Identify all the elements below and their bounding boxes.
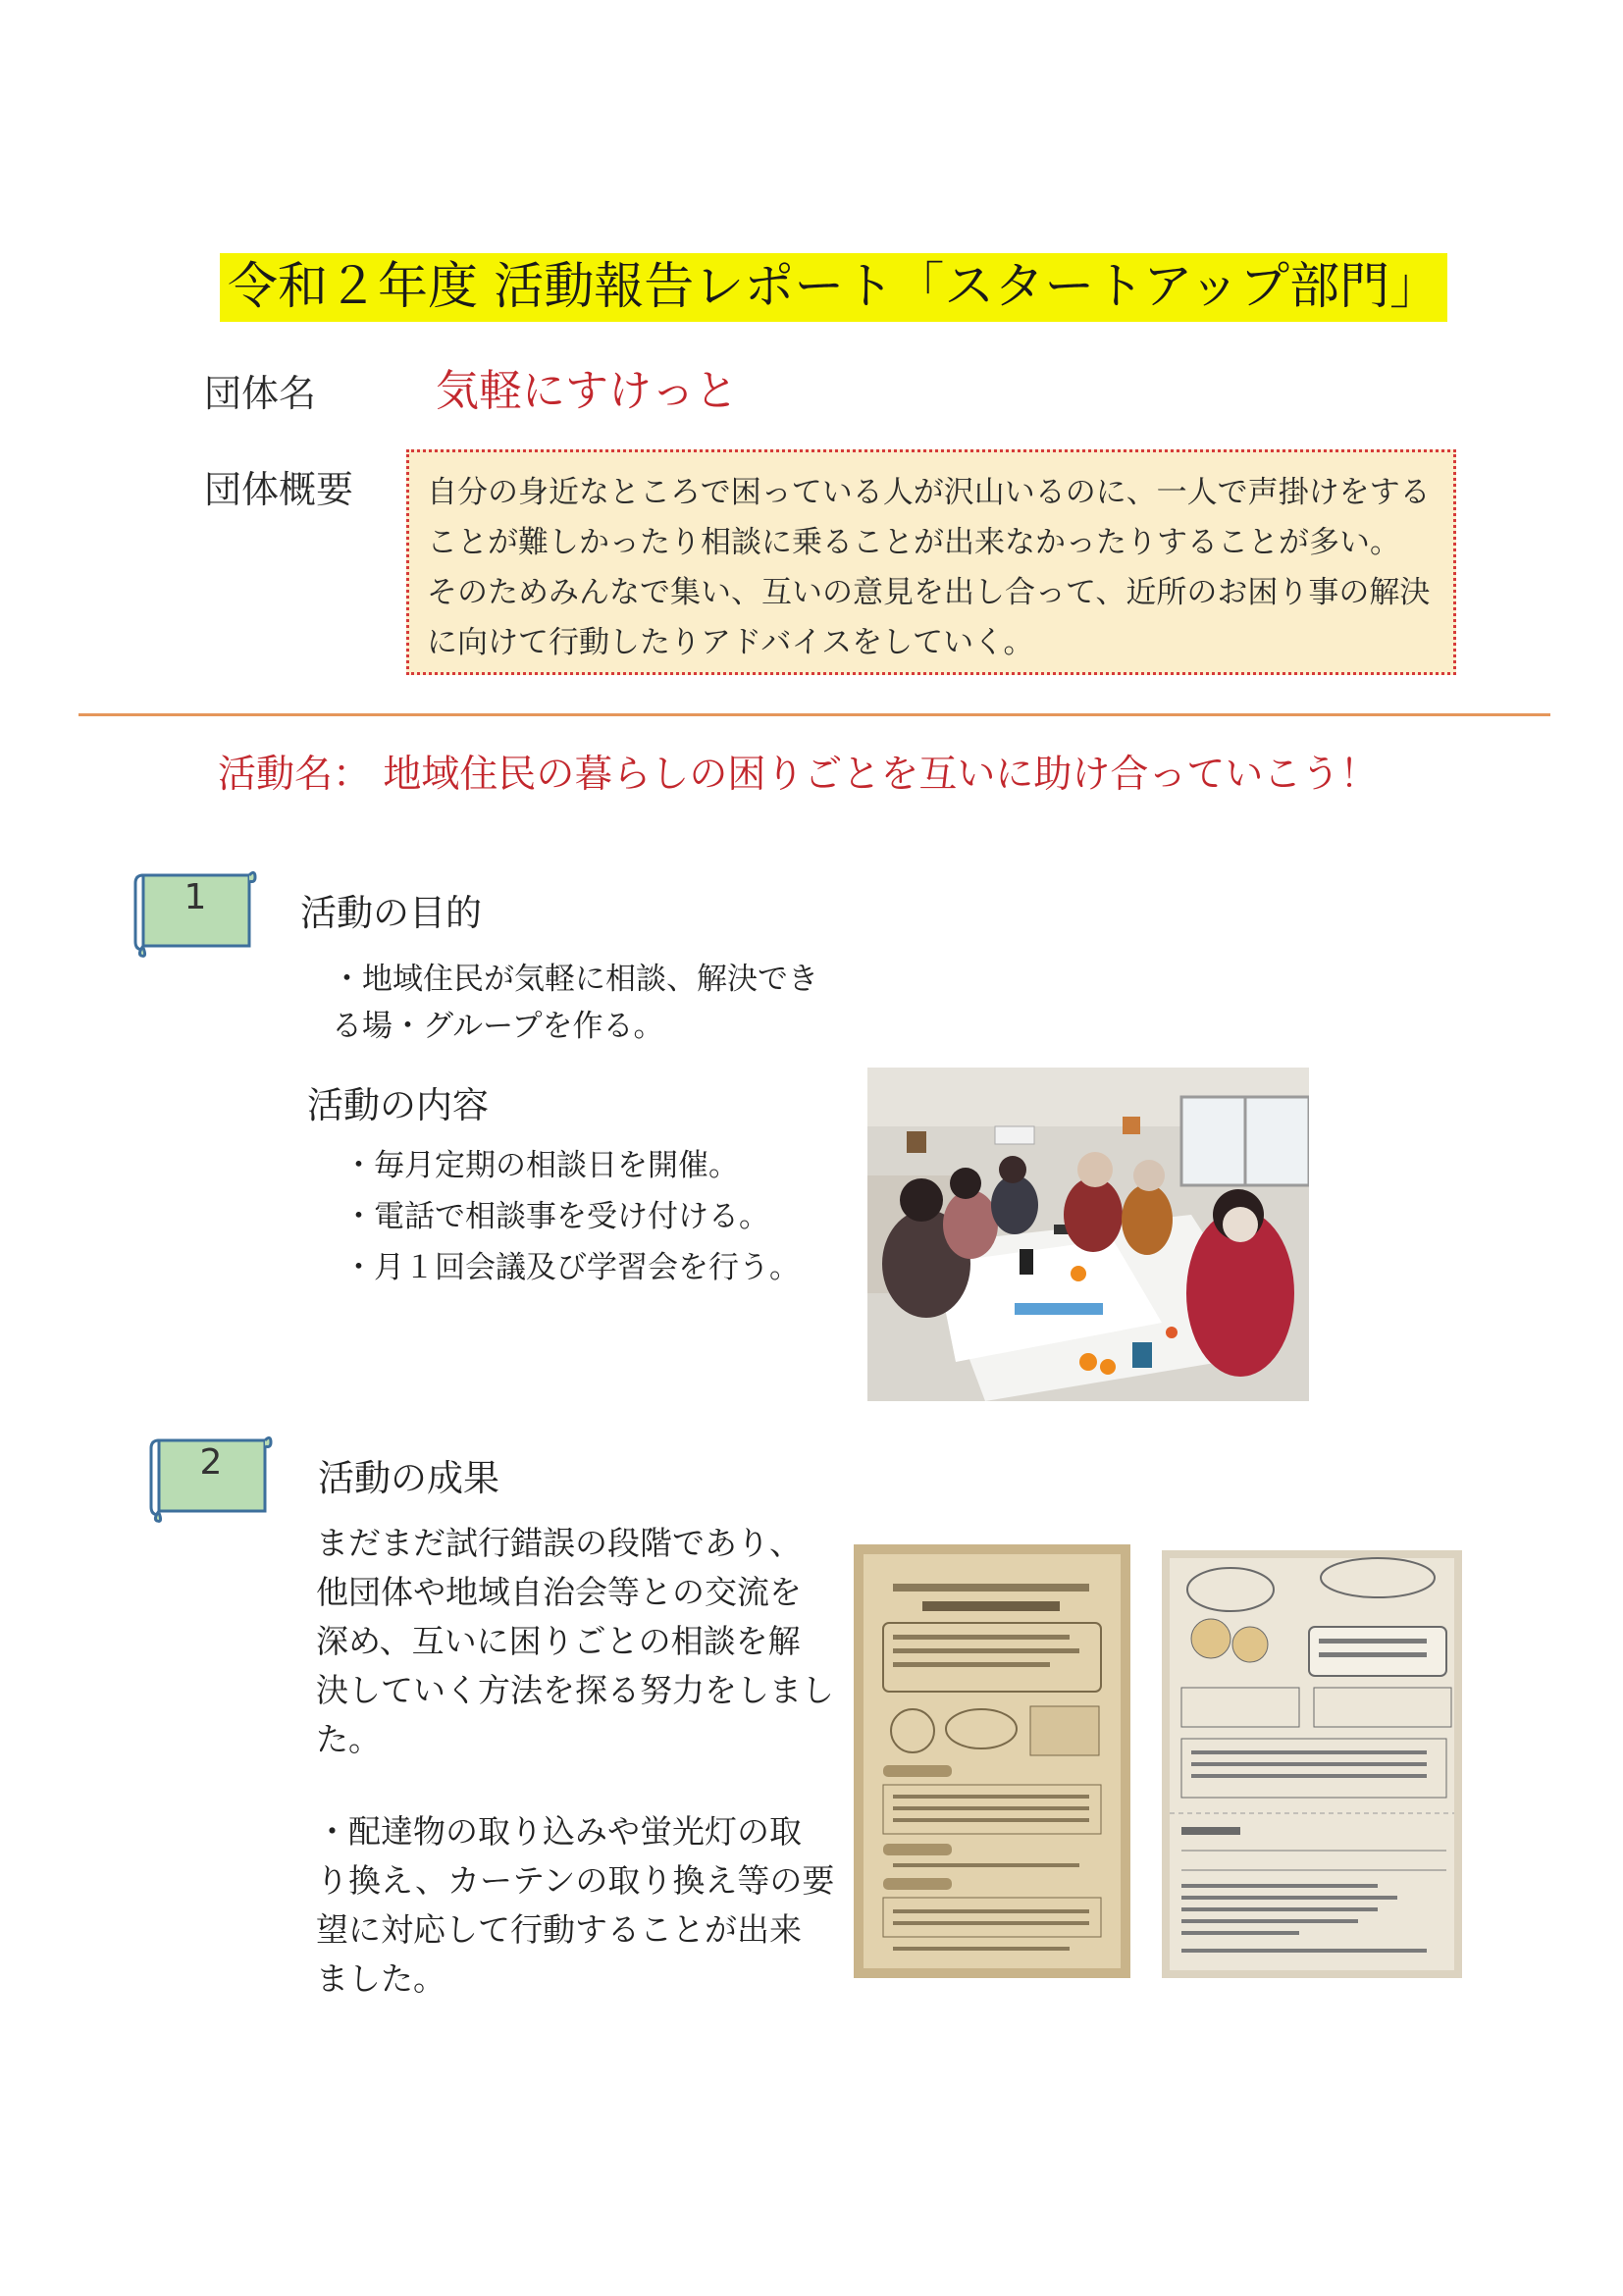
results-line: ました。	[316, 1959, 445, 1998]
content-item: ・月１回会議及び学習会を行う。	[343, 1250, 800, 1285]
section-number-badge-1	[131, 865, 259, 960]
summary-line: に向けて行動したりアドバイスをしていく。	[427, 625, 1034, 660]
summary-line: ことが難しかったり相談に乗ることが出来なかったりすることが多い。	[427, 525, 1400, 560]
meeting-photo	[867, 1068, 1309, 1401]
summary-line: そのためみんなで集い、互いの意見を出し合って、近所のお困り事の解決	[427, 575, 1431, 610]
report-title: 令和２年度 活動報告レポート「スタートアップ部門」	[220, 253, 1447, 322]
section-divider	[79, 713, 1550, 716]
section-number-badge-2	[147, 1431, 275, 1525]
results-line: ・配達物の取り込みや蛍光灯の取	[316, 1812, 802, 1851]
purpose-line: ・地域住民が気軽に相談、解決でき	[332, 962, 818, 997]
results-line: 決していく方法を探る努力をしまし	[316, 1671, 834, 1709]
results-paragraph-1	[316, 1519, 834, 1764]
purpose-line: る場・グループを作る。	[332, 1009, 664, 1044]
summary-line: 自分の身近なところで困っている人が沢山いるのに、一人で声掛けをする	[427, 475, 1431, 510]
badge-number: 2	[199, 1442, 223, 1483]
results-paragraph-2	[316, 1807, 834, 2004]
flyer-photo-back	[1162, 1550, 1462, 1978]
results-heading: 活動の成果	[318, 1457, 499, 1499]
content-item: ・電話で相談事を受け付ける。	[343, 1199, 769, 1234]
org-name-value: 気軽にすけっと	[436, 366, 738, 416]
purpose-heading: 活動の目的	[300, 892, 482, 934]
results-line: た。	[316, 1720, 381, 1758]
flyer-photo-front	[854, 1544, 1130, 1978]
results-line: 他団体や地域自治会等との交流を	[316, 1573, 802, 1611]
content-list	[343, 1140, 800, 1293]
results-line: り換え、カーテンの取り換え等の要	[316, 1861, 835, 1900]
results-line: まだまだ試行錯誤の段階であり、	[316, 1524, 802, 1562]
org-name-label: 団体名	[204, 372, 317, 415]
results-line: 望に対応して行動することが出来	[316, 1910, 802, 1949]
badge-number: 1	[183, 877, 207, 917]
results-line: 深め、互いに困りごとの相談を解	[316, 1622, 801, 1660]
purpose-text	[332, 956, 818, 1050]
org-summary-box	[406, 449, 1456, 675]
org-summary-label: 団体概要	[204, 468, 354, 511]
content-item: ・毎月定期の相談日を開催。	[343, 1148, 739, 1183]
activity-name: 活動名： 地域住民の暮らしの困りごとを互いに助け合っていこう！	[218, 753, 1379, 797]
content-heading: 活動の内容	[307, 1084, 489, 1126]
